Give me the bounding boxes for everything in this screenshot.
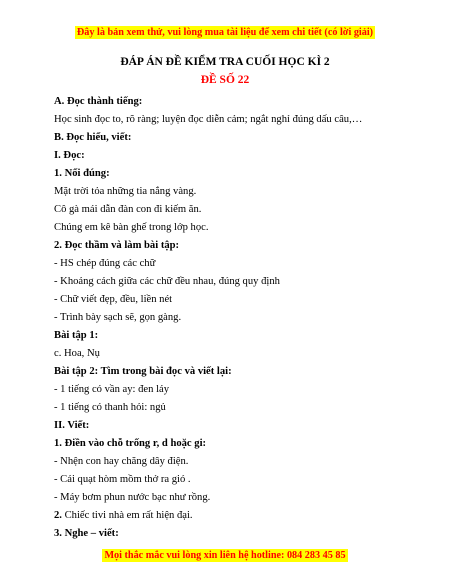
preview-notice-text: Đây là bản xem thử, vui lòng mua tài liệu để xem chi tiết (có lời giải) [76, 27, 374, 38]
hotline-footer-text: Mọi thắc mắc vui lòng xin liên hệ hotline: 084 283 45 85 [104, 550, 346, 561]
answer-line: c. Hoa, Nụ [54, 348, 100, 359]
subheading-dictation: 3. Nghe – viết: [54, 528, 119, 539]
answer-text: Chiếc tivi nhà em rất hiện đại. [64, 510, 193, 521]
paragraph: Học sinh đọc to, rõ ràng; luyện đọc diễn cảm; ngắt nghỉ đúng dấu câu,… [54, 114, 363, 125]
list-item: - HS chép đúng các chữ [54, 258, 156, 269]
list-item: - Cái quạt hòm mồm thở ra gió . [54, 474, 191, 485]
subheading-fill-in: 1. Điền vào chỗ trống r, d hoặc gi: [54, 438, 207, 449]
item-number: 2. [54, 510, 62, 521]
answer-line [54, 510, 193, 521]
subheading-silent-reading: 2. Đọc thầm và làm bài tập: [54, 240, 180, 251]
list-item: - Máy bơm phun nước bạc như rồng. [54, 492, 211, 503]
section-heading-reading-comprehension: B. Đọc hiểu, viết: [54, 132, 132, 143]
subheading-exercise-1: Bài tập 1: [54, 330, 99, 341]
list-item: - Khoảng cách giữa các chữ đều nhau, đúng quy định [54, 276, 280, 287]
hotline-footer-banner [0, 545, 450, 563]
section-heading-reading-aloud: A. Đọc thành tiếng: [54, 96, 143, 107]
list-item: - Trình bày sạch sẽ, gọn gàng. [54, 312, 182, 323]
answer-line: Cô gà mái dẫn đàn con đi kiếm ăn. [54, 204, 202, 215]
list-item: - 1 tiếng có vần ay: đen láy [54, 384, 170, 395]
answer-line: Chúng em kê bàn ghế trong lớp học. [54, 222, 209, 233]
document-title: ĐÁP ÁN ĐỀ KIỂM TRA CUỐI HỌC KÌ 2 [120, 56, 330, 68]
section-heading-reading: I. Đọc: [54, 150, 85, 161]
preview-notice-banner [0, 22, 450, 40]
subheading-exercise-2: Bài tập 2: Tìm trong bài đọc và viết lại: [54, 366, 232, 377]
list-item: - Chữ viết đẹp, đều, liền nét [54, 294, 173, 305]
answer-line: Mặt trời tỏa những tia nắng vàng. [54, 186, 197, 197]
document-subtitle: ĐỀ SỐ 22 [200, 74, 250, 86]
section-heading-writing: II. Viết: [54, 420, 90, 431]
subheading-matching: 1. Nối đúng: [54, 168, 110, 179]
list-item: - Nhện con hay chăng dây điện. [54, 456, 189, 467]
list-item: - 1 tiếng có thanh hỏi: ngủ [54, 402, 166, 413]
